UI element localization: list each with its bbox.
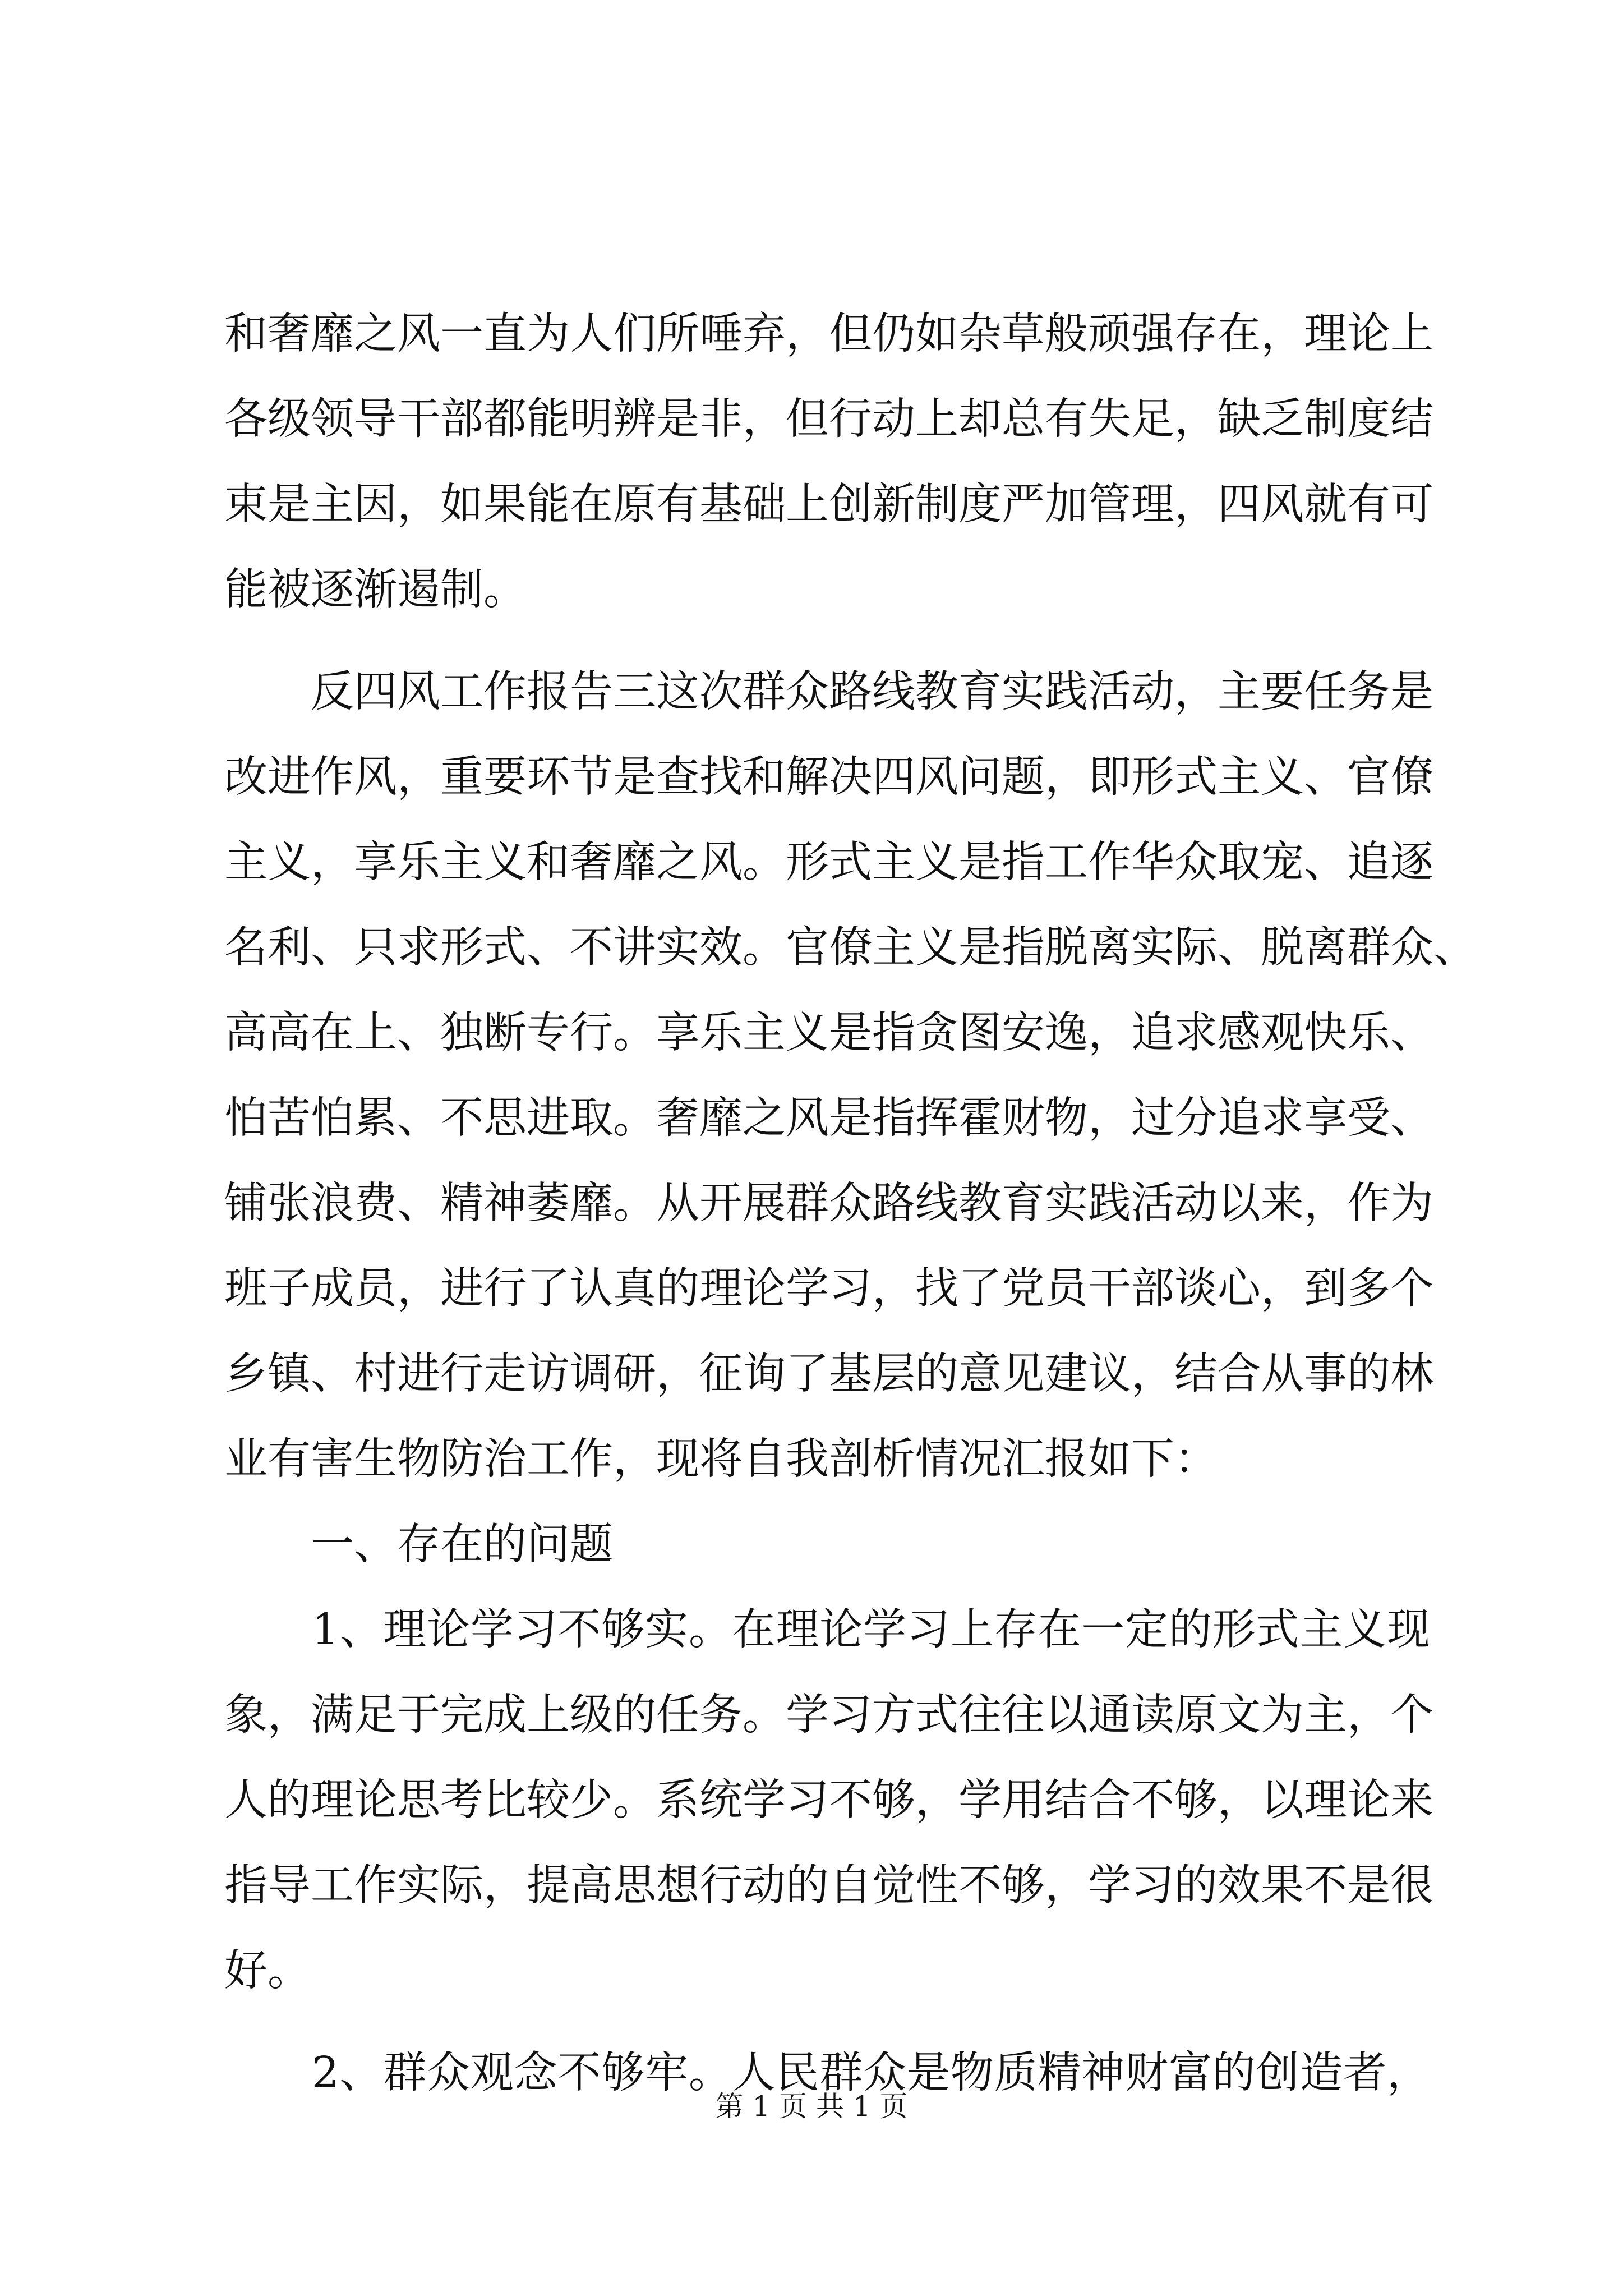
text-line: 各级领导干部都能明辨是非，但行动上却总有失足，缺乏制度结 (224, 394, 1433, 444)
section-heading: 一、存在的问题 (224, 1520, 613, 1570)
text-line: 和奢靡之风一直为人们所唾弃，但仍如杂草般顽强存在，理论上 (224, 309, 1433, 359)
paragraph-gap (224, 2014, 1430, 2031)
text-line: 能被逐渐遏制。 (224, 565, 527, 615)
page-footer: 第 1 页 共 1 页 (715, 2090, 908, 2123)
text-line: 2、群众观念不够牢。人民群众是物质精神财富的创造者， (224, 2048, 1430, 2098)
text-line: 名利、只求形式、不讲实效。官僚主义是指脱离实际、脱离群众、 (224, 923, 1477, 973)
text-line: 1、理论学习不够实。在理论学习上存在一定的形式主义现 (224, 1605, 1430, 1655)
text-line: 铺张浪费、精神萎靡。从开展群众路线教育实践活动以来，作为 (224, 1179, 1433, 1228)
text-line: 改进作风，重要环节是查找和解决四风问题，即形式主义、官僚 (224, 752, 1433, 802)
text-line: 主义，享乐主义和奢靡之风。形式主义是指工作华众取宠、追逐 (224, 838, 1433, 887)
text-line: 反四风工作报告三这次群众路线教育实践活动，主要任务是 (224, 667, 1433, 717)
text-line: 业有害生物防治工作，现将自我剖析情况汇报如下： (224, 1434, 1218, 1484)
text-line: 象，满足于完成上级的任务。学习方式往往以通读原文为主，个 (224, 1690, 1433, 1740)
document-body (224, 292, 1477, 2116)
text-line: 好。 (224, 1946, 311, 1996)
text-line: 乡镇、村进行走访调研，征询了基层的意见建议，结合从事的林 (224, 1349, 1433, 1399)
text-line: 班子成员，进行了认真的理论学习，找了党员干部谈心，到多个 (224, 1264, 1433, 1314)
text-line: 指导工作实际，提高思想行动的自觉性不够，学习的效果不是很 (224, 1861, 1433, 1911)
text-line: 束是主因，如果能在原有基础上创新制度严加管理，四风就有可 (224, 480, 1433, 530)
text-line: 高高在上、独断专行。享乐主义是指贪图安逸，追求感观快乐、 (224, 1008, 1433, 1058)
text-line: 怕苦怕累、不思进取。奢靡之风是指挥霍财物，过分追求享受、 (224, 1093, 1433, 1143)
text-line: 人的理论思考比较少。系统学习不够，学用结合不够，以理论来 (224, 1775, 1433, 1825)
paragraph-gap (224, 633, 1430, 650)
